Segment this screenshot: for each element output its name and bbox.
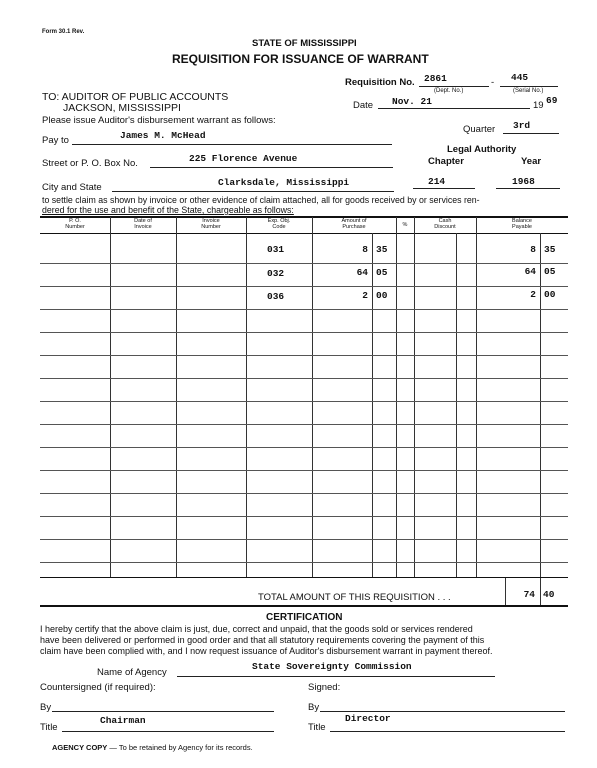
certification-line-1: I hereby certify that the above claim is just, due, correct and unpaid, that the goods sold or services rendered — [40, 624, 473, 634]
amount-dollars-cell: 64 — [356, 267, 368, 278]
total-cents: 40 — [543, 589, 555, 600]
table-row-rule — [40, 516, 568, 517]
pay-to-line — [72, 144, 392, 145]
year-suffix: 69 — [546, 95, 558, 106]
col-divider — [476, 217, 477, 577]
balance-dollars-cell: 8 — [530, 244, 536, 255]
table-bottom-rule — [40, 577, 568, 578]
by-line-right — [320, 711, 565, 712]
header-po-number: P. O. Number — [65, 218, 85, 230]
pay-to-label: Pay to — [42, 135, 69, 146]
header-invoice-date: Date of Invoice — [134, 218, 152, 230]
title-line-left — [62, 731, 274, 732]
col-divider — [396, 217, 397, 577]
serial-no-value: 445 — [511, 72, 529, 83]
footer-note: — To be retained by Agency for its records. — [109, 743, 253, 752]
balance-cents-cell: 05 — [544, 266, 556, 277]
street-value: 225 Florence Avenue — [189, 153, 298, 164]
agency-copy-label: AGENCY COPY — [52, 743, 108, 752]
header-balance-payable: Balance Payable — [512, 218, 532, 230]
table-row-rule — [40, 309, 568, 310]
to-line-2: JACKSON, MISSISSIPPI — [63, 102, 181, 114]
title-label-right: Title — [308, 722, 326, 733]
street-label: Street or P. O. Box No. — [42, 158, 138, 169]
dept-no-caption: (Dept. No.) — [434, 88, 464, 94]
total-bottom-rule — [40, 605, 568, 607]
col-divider — [176, 217, 177, 577]
header-amount: Amount of Purchase — [341, 218, 367, 230]
year-label: Year — [521, 156, 542, 167]
serial-no-line — [500, 86, 558, 87]
form-number: Form 30.1 Rev. — [42, 29, 85, 35]
amount-cents-cell: 00 — [376, 290, 388, 301]
col-divider — [110, 217, 111, 577]
by-label-left: By — [40, 702, 52, 713]
dept-no-line — [419, 86, 489, 87]
requisition-label: Requisition No. — [345, 77, 415, 88]
exp-code-cell: 031 — [267, 244, 285, 255]
col-divider — [246, 217, 247, 577]
serial-no-caption: (Serial No.) — [513, 88, 544, 94]
table-row-rule — [40, 263, 568, 264]
certification-line-3: claim have been complied with, and I now request issuance of Auditor's disbursement warrant in payment thereof. — [40, 646, 493, 656]
exp-code-cell: 036 — [267, 291, 285, 302]
title-line-right — [330, 731, 565, 732]
table-row-rule — [40, 493, 568, 494]
table-row-rule — [40, 424, 568, 425]
footer — [52, 743, 253, 752]
title-right-value: Director — [345, 713, 391, 724]
signed-label: Signed: — [308, 682, 341, 693]
balance-dollars-cell: 2 — [530, 289, 536, 300]
cents-divider — [540, 233, 541, 605]
date-line — [378, 108, 530, 109]
date-label: Date — [353, 100, 374, 111]
agency-value: State Sovereignty Commission — [252, 661, 412, 672]
title-label-left: Title — [40, 722, 58, 733]
chapter-label: Chapter — [428, 156, 464, 167]
title-left-value: Chairman — [100, 715, 146, 726]
header-exp-obj-code: Exp. Obj. Code — [267, 218, 291, 230]
state-heading: STATE OF MISSISSIPPI — [252, 38, 357, 49]
cents-divider — [456, 233, 457, 577]
table-row-rule — [40, 539, 568, 540]
agency-line — [177, 676, 495, 677]
agency-label: Name of Agency — [97, 667, 167, 678]
to-line-1: TO: AUDITOR OF PUBLIC ACCOUNTS — [42, 91, 229, 103]
header-percent: % — [402, 222, 408, 228]
cents-divider — [372, 233, 373, 577]
legal-authority-heading: Legal Authority — [447, 144, 517, 155]
by-label-right: By — [308, 702, 320, 713]
total-label: TOTAL AMOUNT OF THIS REQUISITION . . . — [258, 592, 451, 603]
pay-to-value: James M. McHead — [120, 130, 206, 141]
header-cash-discount: Cash Discount — [434, 218, 456, 230]
table-row-rule — [40, 447, 568, 448]
balance-cents-cell: 00 — [544, 289, 556, 300]
amount-cents-cell: 35 — [376, 244, 388, 255]
balance-dollars-cell: 64 — [524, 266, 536, 277]
balance-cents-cell: 35 — [544, 244, 556, 255]
dept-no-value: 2861 — [424, 73, 447, 84]
chapter-value: 214 — [428, 176, 446, 187]
certification-line-2: have been delivered or performed in good order and that all statutory requirements covering the payment of this — [40, 635, 485, 645]
header-invoice-number: Invoice Number — [201, 218, 221, 230]
quarter-line — [503, 133, 559, 134]
requisition-dash: - — [491, 77, 495, 88]
table-row-rule — [40, 286, 568, 287]
exp-code-cell: 032 — [267, 268, 285, 279]
settle-text-2: dered for the use and benefit of the State, chargeable as follows: — [42, 205, 294, 215]
quarter-value: 3rd — [513, 120, 531, 131]
year-prefix: 19 — [533, 100, 544, 111]
table-row-rule — [40, 332, 568, 333]
city-value: Clarksdale, Mississippi — [218, 177, 350, 188]
amount-dollars-cell: 2 — [362, 290, 368, 301]
date-value: Nov. 21 — [392, 96, 432, 107]
quarter-label: Quarter — [463, 124, 496, 135]
instruction-text: Please issue Auditor's disbursement warrant as follows: — [42, 115, 276, 126]
amount-dollars-cell: 8 — [362, 244, 368, 255]
table-row-rule — [40, 355, 568, 356]
countersigned-label: Countersigned (if required): — [40, 682, 156, 693]
legal-year-value: 1968 — [512, 176, 535, 187]
amount-cents-cell: 05 — [376, 267, 388, 278]
by-line-left — [52, 711, 274, 712]
table-row-rule — [40, 401, 568, 402]
table-row-rule — [40, 470, 568, 471]
certification-heading: CERTIFICATION — [266, 612, 343, 623]
page-title: REQUISITION FOR ISSUANCE OF WARRANT — [172, 52, 429, 66]
col-divider — [414, 217, 415, 577]
legal-year-line — [496, 188, 560, 189]
table-row-rule — [40, 562, 568, 563]
settle-text-1: to settle claim as shown by invoice or other evidence of claim attached, all for goods received by or services ren- — [42, 195, 480, 205]
city-label: City and State — [42, 182, 102, 193]
city-line — [112, 191, 394, 192]
header-bottom-rule — [40, 233, 568, 234]
total-dollars: 74 — [523, 589, 535, 600]
street-line — [150, 167, 393, 168]
chapter-line — [413, 188, 475, 189]
table-row-rule — [40, 378, 568, 379]
